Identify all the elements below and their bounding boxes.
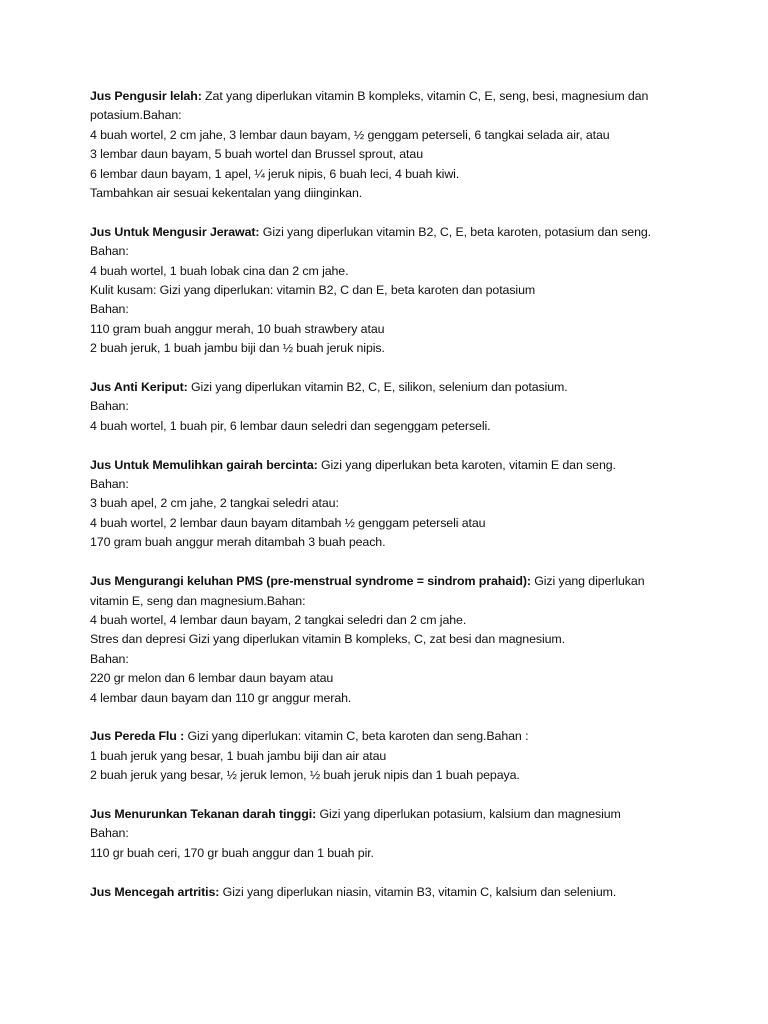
section-line: Bahan: [90, 302, 129, 317]
section-text: Gizi yang diperlukan potasium, kalsium dan magnesium [316, 806, 621, 821]
section-line: 4 buah wortel, 1 buah lobak cina dan 2 cm jahe. [90, 263, 349, 278]
section-line: 2 buah jeruk yang besar, ½ jeruk lemon, ½ buah jeruk nipis dan 1 buah pepaya. [90, 768, 520, 783]
section-line: Bahan: [90, 399, 129, 414]
section-line: 110 gram buah anggur merah, 10 buah strawbery atau [90, 321, 385, 336]
section-line: 3 buah apel, 2 cm jahe, 2 tangkai seledri atau: [90, 496, 339, 511]
section-title: Jus Mengurangi keluhan PMS (pre-menstrual syndrome = sindrom prahaid): [90, 574, 531, 589]
section-line: Kulit kusam: Gizi yang diperlukan: vitamin B2, C dan E, beta karoten dan potasium [90, 283, 536, 298]
section-text: Gizi yang diperlukan vitamin B2, C, E, silikon, selenium dan potasium. [187, 380, 568, 395]
section-text: Gizi yang diperlukan beta karoten, vitamin E dan seng. [317, 457, 616, 472]
section-line: 6 lembar daun bayam, 1 apel, ¼ jeruk nipis, 6 buah leci, 4 buah kiwi. [90, 166, 460, 181]
section-jus-memulihkan-gairah [90, 456, 668, 553]
section-title: Jus Anti Keriput: [90, 380, 188, 395]
section-lead-line [90, 456, 668, 475]
section-lead-line [90, 883, 668, 902]
section-line: potasium.Bahan: [90, 108, 182, 123]
section-line: 4 buah wortel, 1 buah pir, 6 lembar daun seledri dan segenggam peterseli. [90, 418, 491, 433]
section-line: 4 buah wortel, 2 lembar daun bayam ditambah ½ genggam peterseli atau [90, 515, 486, 530]
section-lead-line [90, 572, 668, 591]
section-jus-mencegah-artritis [90, 883, 668, 902]
section-text: Zat yang diperlukan vitamin B kompleks, vitamin C, E, seng, besi, magnesium dan [201, 89, 649, 103]
section-line: 170 gram buah anggur merah ditambah 3 buah peach. [90, 535, 386, 550]
section-line: Bahan: [90, 244, 129, 259]
section-text: Gizi yang diperlukan [530, 574, 645, 589]
section-title: Jus Pereda Flu : [90, 729, 185, 744]
section-lead-line [90, 87, 668, 106]
section-line: 110 gr buah ceri, 170 gr buah anggur dan 1 buah pir. [90, 845, 374, 860]
section-line: 4 buah wortel, 4 lembar daun bayam, 2 tangkai seledri dan 2 cm jahe. [90, 612, 467, 627]
section-lead-line [90, 805, 668, 824]
section-title: Jus Untuk Memulihkan gairah bercinta: [90, 457, 318, 472]
section-jus-pereda-flu [90, 727, 668, 785]
section-line: vitamin E, seng dan magnesium.Bahan: [90, 593, 306, 608]
section-line: 2 buah jeruk, 1 buah jambu biji dan ½ buah jeruk nipis. [90, 341, 385, 356]
section-lead-line [90, 223, 668, 242]
section-line: 4 buah wortel, 2 cm jahe, 3 lembar daun bayam, ½ genggam peterseli, 6 tangkai selada air, atau [90, 127, 610, 142]
section-title: Jus Pengusir lelah: [90, 89, 202, 103]
section-line: Bahan: [90, 651, 129, 666]
section-jus-pengusir-lelah [90, 87, 668, 203]
section-lead-line [90, 378, 668, 397]
section-line: Tambahkan air sesuai kekentalan yang diinginkan. [90, 186, 363, 201]
section-line: 1 buah jeruk yang besar, 1 buah jambu biji dan air atau [90, 748, 387, 763]
section-jus-mengusir-jerawat [90, 223, 668, 359]
section-line: 3 lembar daun bayam, 5 buah wortel dan Brussel sprout, atau [90, 147, 423, 162]
section-lead-line [90, 727, 668, 746]
section-line: 4 lembar daun bayam dan 110 gr anggur merah. [90, 690, 352, 705]
section-line: 220 gr melon dan 6 lembar daun bayam atau [90, 671, 334, 686]
section-title: Jus Untuk Mengusir Jerawat: [90, 224, 260, 239]
section-jus-mengurangi-pms [90, 572, 668, 708]
section-text: Gizi yang diperlukan: vitamin C, beta karoten dan seng.Bahan : [184, 729, 529, 744]
section-line: Stres dan depresi Gizi yang diperlukan vitamin B kompleks, C, zat besi dan magnesium. [90, 632, 565, 647]
section-title: Jus Menurunkan Tekanan darah tinggi: [90, 806, 317, 821]
section-jus-anti-keriput [90, 378, 668, 436]
section-line: Bahan: [90, 477, 129, 492]
section-text: Gizi yang diperlukan vitamin B2, C, E, beta karoten, potasium dan seng. [259, 224, 652, 239]
section-line: Bahan: [90, 826, 129, 841]
section-jus-menurunkan-tekanan-darah [90, 805, 668, 863]
section-text: Gizi yang diperlukan niasin, vitamin B3, vitamin C, kalsium dan selenium. [219, 884, 617, 899]
section-title: Jus Mencegah artritis: [90, 884, 220, 899]
